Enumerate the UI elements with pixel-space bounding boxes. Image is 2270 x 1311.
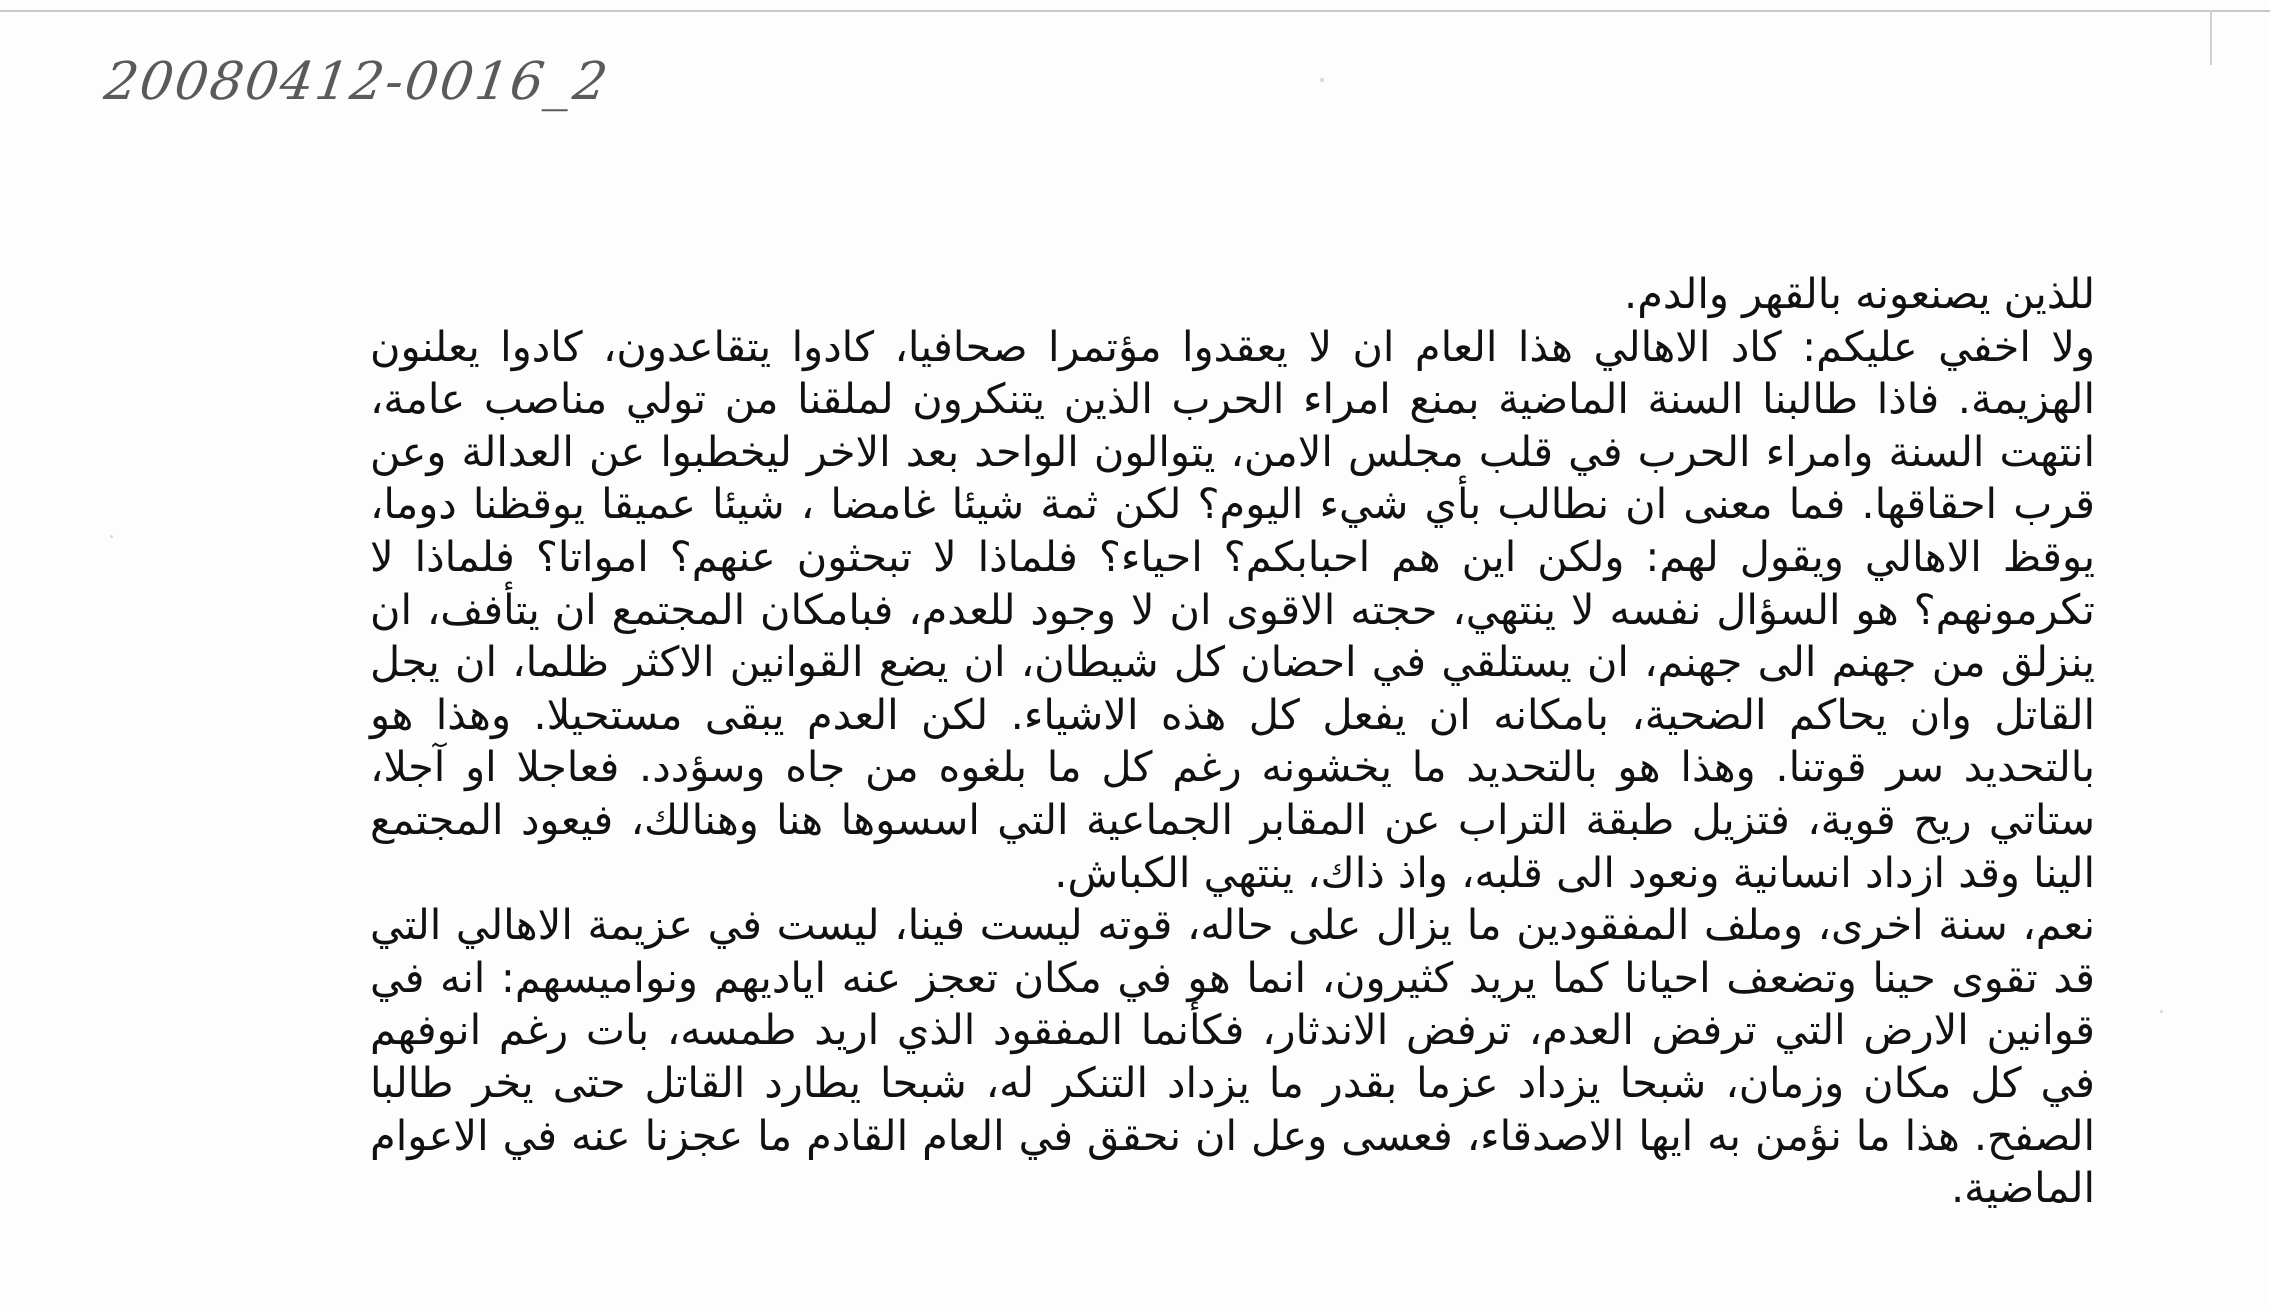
- paragraph-closing: نعم، سنة اخرى، وملف المفقودين ما يزال على حاله، قوته ليست فينا، ليست في عزيمة الاهالي التي قد تقوى حينا وتضعف احيانا كما يريد كثيرون، انما هو في مكان تعجز عنه اياديهم ونواميسهم: انه في قوانين الارض التي ترفض العدم، ترفض الاندثار، فكأنما المفقود الذي اريد طمسه، بات رغم انوفهم في كل مكان وزمان، شبحا يزداد عزما بقدر ما يزداد التنكر له، شبحا يطارد القاتل حتى يخر طالبا الصفح. هذا ما نؤمن به ايها الاصدقاء، فعسى وعل ان نحقق في العام القادم ما عجزنا عنه في الاعوام الماضية.: [370, 900, 2095, 1213]
- handwritten-reference-number: 20080412-0016_2: [100, 52, 613, 112]
- scan-speck: [1320, 78, 1324, 82]
- letter-body: [370, 268, 2095, 1228]
- paragraph-main: ولا اخفي عليكم: كاد الاهالي هذا العام ان لا يعقدوا مؤتمرا صحافيا، كادوا يتقاعدون، كادوا يعلنون الهزيمة. فاذا طالبنا السنة الماضية بمنع امراء الحرب الذين يتنكرون لملقنا من تولي مناصب عامة، انتهت السنة وامراء الحرب في قلب مجلس الامن، يتوالون الواحد بعد الاخر ليخطبوا عن العدالة وعن قرب احقاقها. فما معنى ان نطالب بأي شيء اليوم؟ لكن ثمة شيئا غامضا ، شيئا عميقا يوقظنا دوما، يوقظ الاهالي ويقول لهم: ولكن اين هم احبابكم؟ احياء؟ فلماذا لا تبحثون عنهم؟ امواتا؟ فلماذا لا تكرمونهم؟ هو السؤال نفسه لا ينتهي، حجته الاقوى ان لا وجود للعدم، فبامكان المجتمع ان يتأفف، ان ينزلق من جهنم الى جهنم، ان يستلقي في احضان كل شيطان، ان يضع القوانين الاكثر ظلما، ان يجل القاتل وان يحاكم الضحية، بامكانه ان يفعل كل هذه الاشياء. لكن العدم يبقى مستحيلا. وهذا هو بالتحديد سر قوتنا. وهذا هو بالتحديد ما يخشونه رغم كل ما بلغوه من جاه وسؤدد. فعاجلا او آجلا، ستاتي ريح قوية، فتزيل طبقة التراب عن المقابر الجماعية التي اسسوها هنا وهنالك، فيعود المجتمع الينا وقد ازداد انسانية ونعود الى قلبه، واذ ذاك، ينتهي الكباش.: [370, 321, 2095, 897]
- scan-edge-right: [2210, 10, 2212, 65]
- paragraph-opening: للذين يصنعونه بالقهر والدم.: [1624, 269, 2095, 318]
- scan-speck: [2160, 1010, 2163, 1013]
- scan-edge-top: [0, 10, 2270, 12]
- scan-speck: [110, 535, 113, 538]
